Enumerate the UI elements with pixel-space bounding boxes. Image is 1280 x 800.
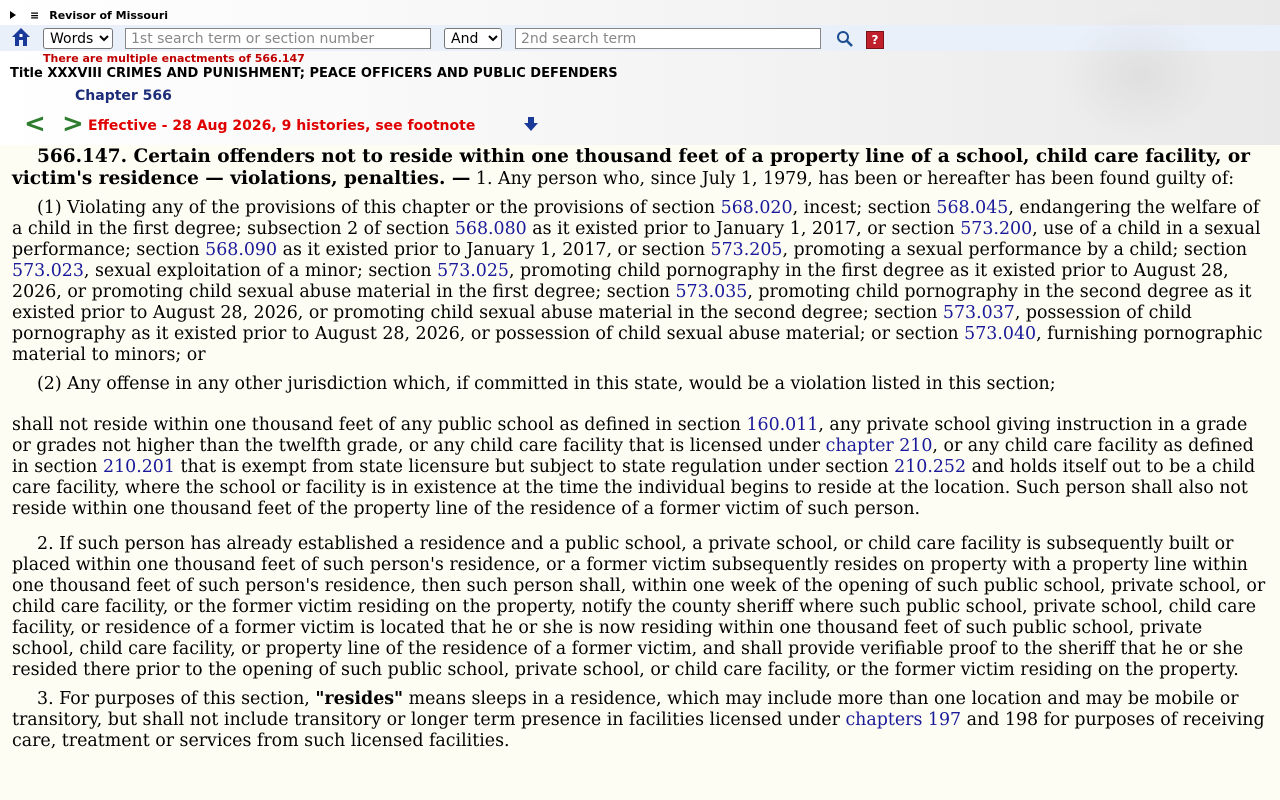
- item-1-text: , use of a child in a sexual performance; section: [12, 219, 1261, 260]
- paragraph-gap: [12, 403, 1268, 415]
- statute-text: [12, 146, 1268, 760]
- home-icon[interactable]: [11, 27, 31, 47]
- item-1-text: , promoting child pornography in the second degree as it existed prior to August 28, 2026, or promoting child sexual abuse material in the second degree; section: [12, 282, 1252, 323]
- search-operator-select[interactable]: [444, 28, 502, 49]
- item-1-text: , promoting child pornography in the first degree as it existed prior to August 28, 2026, or promoting child sexual abuse material in the first degree; section: [12, 261, 1229, 302]
- paragraph-text: means sleeps in a residence, which may include more than one location and may be mobile or transitory, but shall not include transitory or longer term presence in facilities licensed under: [12, 689, 1239, 730]
- next-section-arrow[interactable]: >: [62, 109, 84, 139]
- defined-term-resides: "resides": [315, 689, 404, 709]
- down-arrow-icon[interactable]: [523, 116, 539, 132]
- search-type-select[interactable]: [43, 28, 113, 49]
- chapter-link[interactable]: Chapter 566: [75, 88, 172, 104]
- item-1-text: , possession of child pornography as it existed prior to August 28, 2026, or possession of child sexual abuse material; or section: [12, 303, 1192, 344]
- section-link-568-080[interactable]: 568.080: [454, 219, 527, 239]
- previous-section-arrow[interactable]: <: [24, 109, 46, 139]
- title-heading[interactable]: Title XXXVIII CRIMES AND PUNISHMENT; PEACE OFFICERS AND PUBLIC DEFENDERS: [10, 66, 618, 81]
- second-search-input[interactable]: [515, 28, 821, 49]
- section-heading: 566.147. Certain offenders not to reside within one thousand feet of a property line of a school, child care facility, or victim's residence — violations, penalties. —: [12, 146, 1250, 189]
- item-1: [12, 198, 1268, 366]
- section-link-160-011[interactable]: 160.011: [746, 415, 819, 435]
- site-bar: [0, 6, 168, 24]
- paragraph-text: shall not reside within one thousand feet of any public school as defined in section: [12, 415, 747, 435]
- item-2: (2) Any offense in any other jurisdiction which, if committed in this state, would be a violation listed in this section;: [37, 374, 1056, 394]
- paragraph-text: and holds itself out to be a child care facility, where the school or facility is in existence at the time the individual begins to reside at the location. Such person shall also not reside within one thousand feet of the property line of the residence of a former victim of such person.: [12, 457, 1256, 519]
- paragraph-text: 3. For purposes of this section,: [37, 689, 316, 709]
- chapter-link-197[interactable]: chapters 197: [845, 710, 962, 730]
- section-link-573-035[interactable]: 573.035: [675, 282, 748, 302]
- paragraph-text: and 198 for purposes of receiving care, treatment or services from such licensed facilities.: [12, 710, 1265, 751]
- subsection-3: [12, 689, 1268, 752]
- section-link-573-200[interactable]: 573.200: [960, 219, 1033, 239]
- paragraph-text: , any private school giving instruction in a grade or grades not higher than the twelfth grade, or any child care facility that is licensed under: [12, 415, 1248, 456]
- item-1-text: as it existed prior to January 1, 2017, or section: [277, 240, 711, 260]
- expand-triangle-icon[interactable]: [10, 11, 16, 19]
- section-link-573-205[interactable]: 573.205: [710, 240, 783, 260]
- item-1-text: , furnishing pornographic material to minors; or: [12, 324, 1263, 365]
- shall-not-reside-paragraph: [12, 415, 1268, 520]
- section-link-573-037[interactable]: 573.037: [942, 303, 1015, 323]
- first-search-input[interactable]: [125, 28, 431, 49]
- section-link-573-040[interactable]: 573.040: [964, 324, 1037, 344]
- multiple-enactments-notice[interactable]: There are multiple enactments of 566.147: [43, 52, 305, 65]
- search-bar: [0, 25, 1280, 51]
- item-1-text: , incest; section: [792, 198, 937, 218]
- item-1-text: , promoting a sexual performance by a child; section: [782, 240, 1248, 260]
- section-link-573-025[interactable]: 573.025: [437, 261, 509, 281]
- site-name[interactable]: Revisor of Missouri: [49, 8, 169, 22]
- help-icon[interactable]: ?: [866, 31, 884, 49]
- section-link-210-252[interactable]: 210.252: [894, 457, 967, 477]
- subsection-1-intro: 1. Any person who, since July 1, 1979, has been or hereafter has been found guilty of:: [470, 169, 1235, 189]
- section-link-210-201[interactable]: 210.201: [103, 457, 175, 477]
- paragraph-text: that is exempt from state licensure but subject to state regulation under section: [174, 457, 895, 477]
- effective-date-link[interactable]: Effective - 28 Aug 2026, 9 histories, see footnote: [88, 118, 476, 134]
- subsection-2: 2. If such person has already established a residence and a public school, a private school, or child care facility is subsequently built or placed within one thousand feet of such person's residence, or a former victim subsequently resides on property with a property line within one thousand feet of such person's residence, then such person shall, within one week of the opening of such public school, private school, or child care facility, or the former victim residing on the property, notify the county sheriff where such public school, private school, child care facility, or residence of a former victim is located that he or she is now residing within one thousand feet of such public school, private school, child care facility, or property line of the residence of a former victim, and shall provide verifiable proof to the sheriff that he or she resided there prior to the opening of such public school, private school, or child care facility, or the former victim residing on the property.: [12, 534, 1266, 680]
- item-1-text: , sexual exploitation of a minor; section: [83, 261, 438, 281]
- item-1-text: as it existed prior to January 1, 2017, or section: [526, 219, 961, 239]
- section-link-568-090[interactable]: 568.090: [205, 240, 278, 260]
- paragraph-text: , or any child care facility as defined in section: [12, 436, 1254, 477]
- search-icon[interactable]: [836, 30, 854, 48]
- menu-icon[interactable]: ≡: [30, 8, 40, 22]
- section-nav: [0, 110, 700, 140]
- chapter-link-210[interactable]: chapter 210: [825, 436, 933, 456]
- item-1-text: , endangering the welfare of a child in the first degree; subsection 2 of section: [12, 198, 1260, 239]
- page-header: [0, 0, 1280, 145]
- statute-first-paragraph: [12, 146, 1268, 190]
- section-link-568-020[interactable]: 568.020: [720, 198, 793, 218]
- section-link-568-045[interactable]: 568.045: [936, 198, 1009, 218]
- item-1-text: (1) Violating any of the provisions of this chapter or the provisions of section: [37, 198, 721, 218]
- section-link-573-023[interactable]: 573.023: [12, 261, 84, 281]
